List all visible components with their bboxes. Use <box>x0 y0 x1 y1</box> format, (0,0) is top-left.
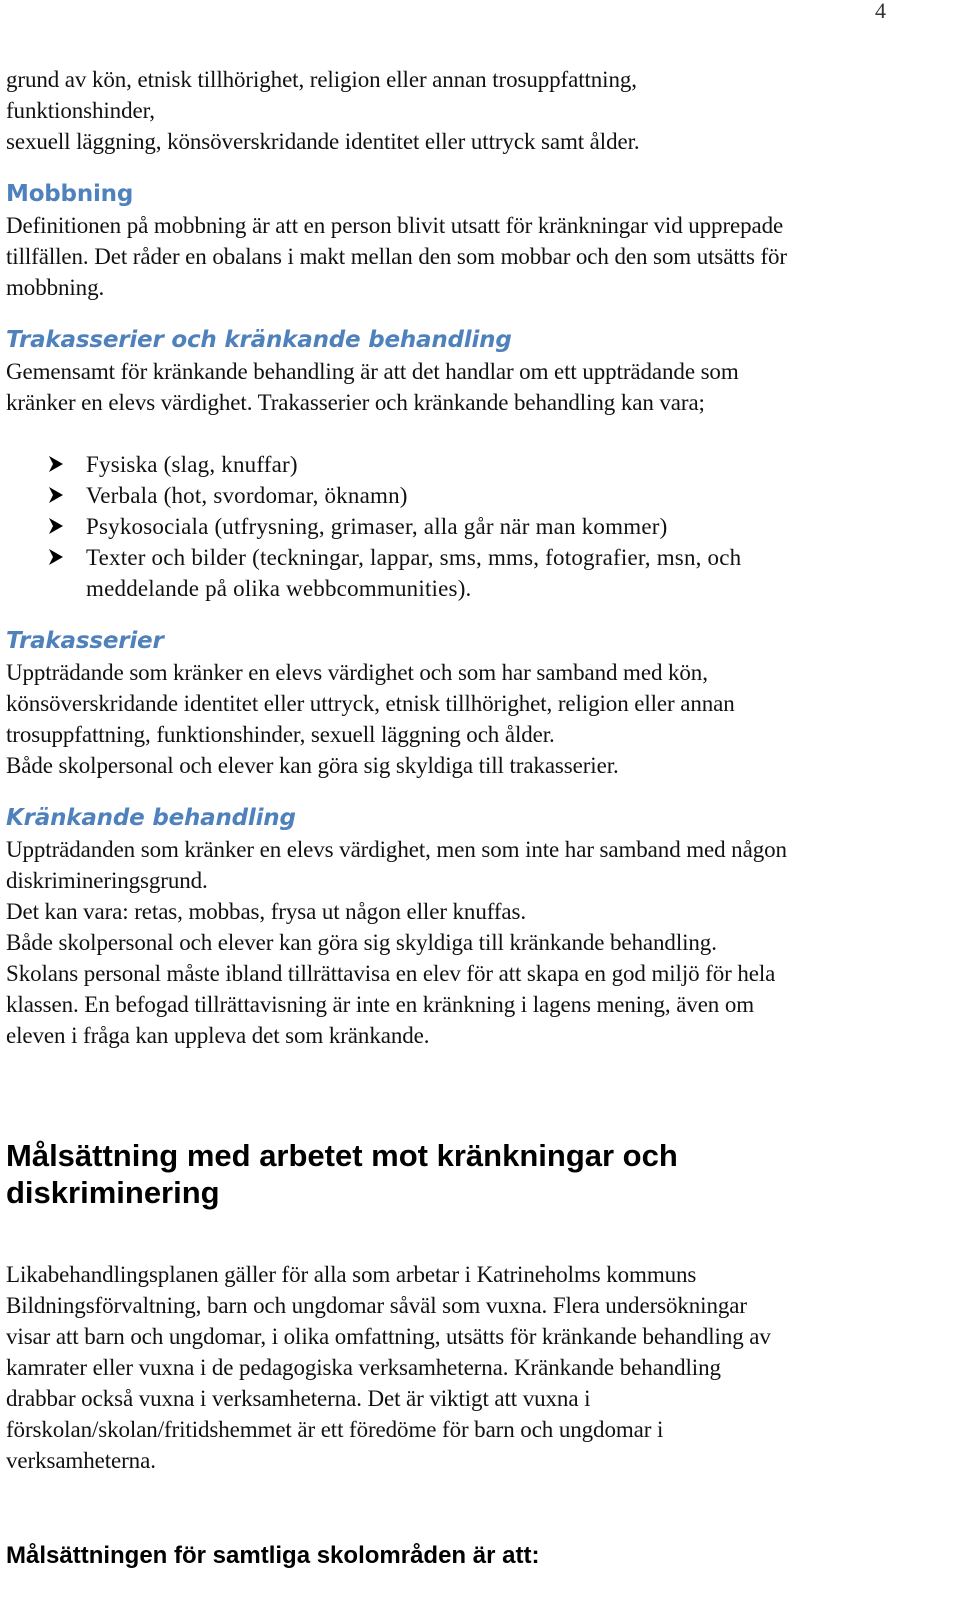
arrow-bullet-icon <box>46 516 66 536</box>
text-line: sexuell läggning, könsöverskridande identitet eller uttryck samt ålder. <box>6 129 640 154</box>
trakasserier-krankande-paragraph <box>6 356 942 418</box>
text-line: Det kan vara: retas, mobbas, frysa ut någon eller knuffas. <box>6 899 527 924</box>
text-line: Definitionen på mobbning är att en person blivit utsatt för kränkningar vid upprepade <box>6 213 784 238</box>
heading-mobbning: Mobbning <box>6 181 134 207</box>
list-item-text: Fysiska (slag, knuffar) <box>86 452 298 477</box>
page-number: 4 <box>875 0 886 23</box>
text-line: grund av kön, etnisk tillhörighet, religion eller annan trosuppfattning, <box>6 67 637 92</box>
malsattning-paragraph <box>6 1259 942 1476</box>
intro-paragraph <box>6 64 942 157</box>
text-line: diskrimineringsgrund. <box>6 868 208 893</box>
text-line: trosuppfattning, funktionshinder, sexuell läggning och ålder. <box>6 722 555 747</box>
text-line: tillfällen. Det råder en obalans i makt mellan den som mobbar och den som utsätts för <box>6 244 787 269</box>
heading-trakasserier: Trakasserier <box>6 628 164 654</box>
text-line: kränker en elevs värdighet. Trakasserier och kränkande behandling kan vara; <box>6 390 705 415</box>
list-item <box>6 511 942 542</box>
arrow-bullet-icon <box>46 454 66 474</box>
text-line: visar att barn och ungdomar, i olika omfattning, utsätts för kränkande behandling av <box>6 1324 771 1349</box>
list-item-text: Psykosociala (utfrysning, grimaser, alla går när man kommer) <box>86 514 668 539</box>
list-item-text: meddelande på olika webbcommunities). <box>86 576 472 601</box>
heading-line: diskriminering <box>6 1175 220 1210</box>
heading-malsattning <box>6 1137 942 1211</box>
text-line: könsöverskridande identitet eller uttryck, etnisk tillhörighet, religion eller annan <box>6 691 735 716</box>
heading-krankande-behandling: Kränkande behandling <box>6 805 296 831</box>
list-item-text: Verbala (hot, svordomar, öknamn) <box>86 483 408 508</box>
krankande-paragraph <box>6 834 942 1051</box>
list-item <box>6 542 942 604</box>
list-item-text: Texter och bilder (teckningar, lappar, sms, mms, fotografier, msn, och <box>86 545 742 570</box>
arrow-bullet-icon <box>46 485 66 505</box>
text-line: Bildningsförvaltning, barn och ungdomar såväl som vuxna. Flera undersökningar <box>6 1293 747 1318</box>
text-line: Uppträdanden som kränker en elevs värdighet, men som inte har samband med någon <box>6 837 787 862</box>
bullet-list <box>6 449 942 604</box>
text-line: drabbar också vuxna i verksamheterna. Det är viktigt att vuxna i <box>6 1386 591 1411</box>
list-item <box>6 480 942 511</box>
text-line: Både skolpersonal och elever kan göra sig skyldiga till kränkande behandling. <box>6 930 717 955</box>
text-line: Uppträdande som kränker en elevs värdighet och som har samband med kön, <box>6 660 708 685</box>
text-line: Skolans personal måste ibland tillrättavisa en elev för att skapa en god miljö för hela <box>6 961 776 986</box>
text-line: förskolan/skolan/fritidshemmet är ett föredöme för barn och ungdomar i <box>6 1417 664 1442</box>
arrow-bullet-icon <box>46 547 66 567</box>
trakasserier-paragraph <box>6 657 942 781</box>
text-line: Likabehandlingsplanen gäller för alla som arbetar i Katrineholms kommuns <box>6 1262 697 1287</box>
heading-skolomraden: Målsättningen för samtliga skolområden är att: <box>6 1542 540 1569</box>
text-line: funktionshinder, <box>6 98 155 123</box>
document-body <box>6 64 942 1570</box>
list-item <box>6 449 942 480</box>
text-line: Både skolpersonal och elever kan göra sig skyldiga till trakasserier. <box>6 753 619 778</box>
text-line: Gemensamt för kränkande behandling är att det handlar om ett uppträdande som <box>6 359 739 384</box>
text-line: klassen. En befogad tillrättavisning är inte en kränkning i lagens mening, även om <box>6 992 755 1017</box>
text-line: eleven i fråga kan uppleva det som kränkande. <box>6 1023 430 1048</box>
text-line: verksamheterna. <box>6 1448 156 1473</box>
text-line: kamrater eller vuxna i de pedagogiska verksamheterna. Kränkande behandling <box>6 1355 721 1380</box>
heading-line: Målsättning med arbetet mot kränkningar och <box>6 1138 678 1173</box>
mobbning-paragraph <box>6 210 942 303</box>
heading-trakasserier-krankande: Trakasserier och kränkande behandling <box>6 327 512 353</box>
text-line: mobbning. <box>6 275 105 300</box>
